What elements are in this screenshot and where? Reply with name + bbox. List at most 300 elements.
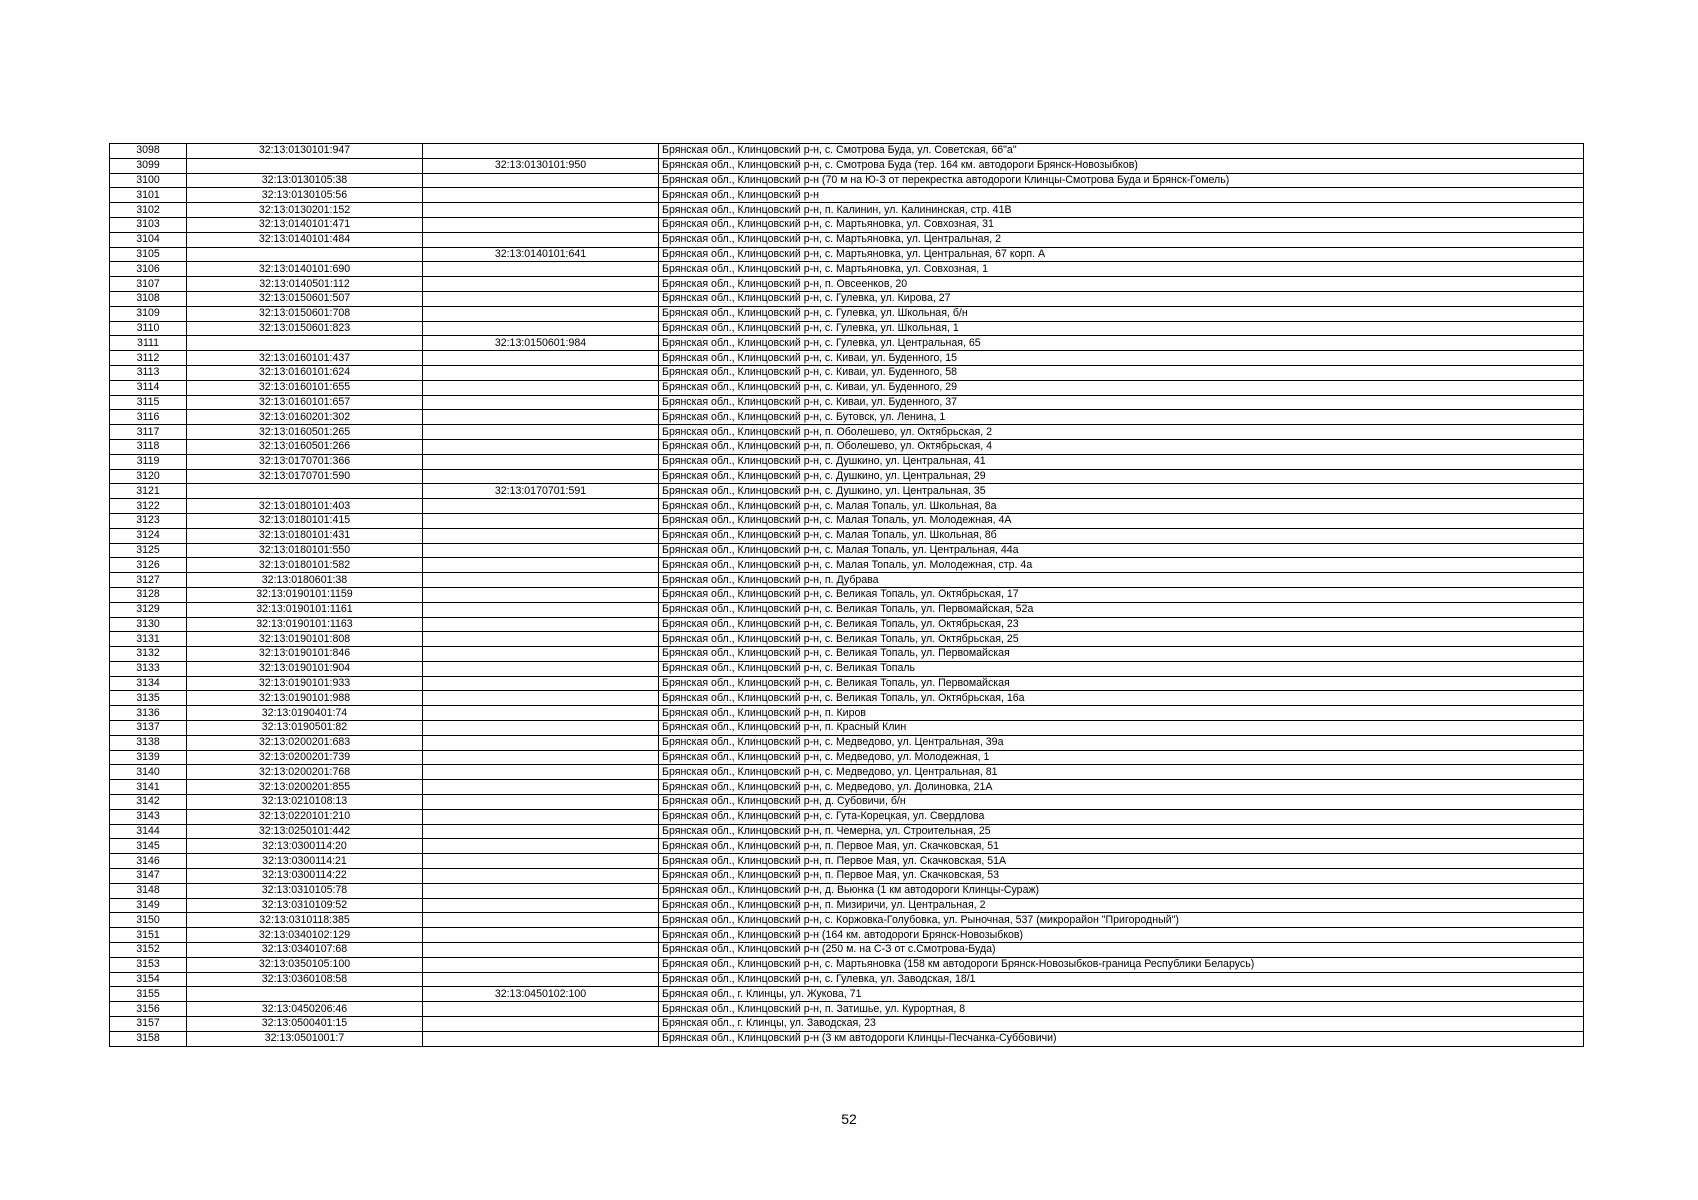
address-cell: Брянская обл., Клинцовский р-н, с. Мартьяновка, ул. Центральная, 2	[659, 232, 1584, 247]
address-cell: Брянская обл., Клинцовский р-н, с. Малая Топаль, ул. Школьная, 8а	[659, 499, 1584, 514]
cadastral-number-alt-cell	[423, 676, 659, 691]
row-number-cell: 3143	[110, 809, 187, 824]
cadastral-number-alt-cell	[423, 395, 659, 410]
address-cell: Брянская обл., Клинцовский р-н, с. Смотрова Буда (тер. 164 км. автодороги Брянск-Новозыбков)	[659, 158, 1584, 173]
cadastral-number-alt-cell	[423, 321, 659, 336]
cadastral-number-alt-cell	[423, 839, 659, 854]
table-row	[110, 602, 1584, 617]
table-row	[110, 809, 1584, 824]
cadastral-number-alt-cell	[423, 632, 659, 647]
cadastral-number-alt-cell	[423, 1002, 659, 1017]
cadastral-number-alt-cell	[423, 765, 659, 780]
cadastral-number-alt-cell	[423, 232, 659, 247]
address-cell: Брянская обл., Клинцовский р-н, с. Великая Топаль, ул. Октябрьская, 25	[659, 632, 1584, 647]
row-number-cell: 3151	[110, 928, 187, 943]
address-cell: Брянская обл., Клинцовский р-н, с. Малая Топаль, ул. Школьная, 8б	[659, 528, 1584, 543]
cadastral-number-alt-cell	[423, 203, 659, 218]
cadastral-number-cell: 32:13:0200201:855	[187, 780, 423, 795]
address-cell: Брянская обл., Клинцовский р-н, п. Затишье, ул. Курортная, 8	[659, 1002, 1584, 1017]
cadastral-number-cell: 32:13:0140501:112	[187, 277, 423, 292]
row-number-cell: 3111	[110, 336, 187, 351]
table-row	[110, 558, 1584, 573]
cadastral-number-cell: 32:13:0180101:582	[187, 558, 423, 573]
row-number-cell: 3127	[110, 573, 187, 588]
table-row	[110, 543, 1584, 558]
table-row	[110, 469, 1584, 484]
cadastral-registry-table	[109, 143, 1584, 1047]
address-cell: Брянская обл., Клинцовский р-н, с. Медведово, ул. Центральная, 81	[659, 765, 1584, 780]
cadastral-number-alt-cell: 32:13:0170701:591	[423, 484, 659, 499]
cadastral-number-cell: 32:13:0140101:484	[187, 232, 423, 247]
address-cell: Брянская обл., Клинцовский р-н, с. Мартьяновка, ул. Совхозная, 1	[659, 262, 1584, 277]
cadastral-number-cell: 32:13:0130201:152	[187, 203, 423, 218]
cadastral-number-cell: 32:13:0500401:15	[187, 1017, 423, 1032]
cadastral-number-alt-cell	[423, 809, 659, 824]
table-row	[110, 203, 1584, 218]
table-row	[110, 839, 1584, 854]
cadastral-number-cell: 32:13:0170701:366	[187, 454, 423, 469]
cadastral-number-alt-cell	[423, 854, 659, 869]
address-cell: Брянская обл., Клинцовский р-н, д. Субовичи, б/н	[659, 795, 1584, 810]
table-row	[110, 943, 1584, 958]
row-number-cell: 3117	[110, 425, 187, 440]
cadastral-number-alt-cell	[423, 425, 659, 440]
address-cell: Брянская обл., Клинцовский р-н, с. Малая Топаль, ул. Молодежная, стр. 4а	[659, 558, 1584, 573]
row-number-cell: 3148	[110, 883, 187, 898]
table-row	[110, 528, 1584, 543]
table-row	[110, 750, 1584, 765]
address-cell: Брянская обл., Клинцовский р-н, с. Гулевка, ул. Центральная, 65	[659, 336, 1584, 351]
address-cell: Брянская обл., Клинцовский р-н, с. Мартьяновка (158 км автодороги Брянск-Новозыбков-граница Республики Беларусь)	[659, 957, 1584, 972]
cadastral-number-alt-cell	[423, 365, 659, 380]
table-row	[110, 351, 1584, 366]
cadastral-number-cell: 32:13:0310105:78	[187, 883, 423, 898]
cadastral-number-alt-cell	[423, 351, 659, 366]
table-row	[110, 513, 1584, 528]
table-row	[110, 336, 1584, 351]
address-cell: Брянская обл., Клинцовский р-н, с. Медведово, ул. Долиновка, 21А	[659, 780, 1584, 795]
cadastral-number-cell: 32:13:0160101:437	[187, 351, 423, 366]
table-row	[110, 854, 1584, 869]
table-row	[110, 410, 1584, 425]
table-row	[110, 291, 1584, 306]
row-number-cell: 3098	[110, 144, 187, 159]
table-row	[110, 676, 1584, 691]
row-number-cell: 3101	[110, 188, 187, 203]
cadastral-number-cell: 32:13:0180101:403	[187, 499, 423, 514]
cadastral-number-alt-cell	[423, 824, 659, 839]
address-cell: Брянская обл., Клинцовский р-н, д. Вьюнка (1 км автодороги Клинцы-Сураж)	[659, 883, 1584, 898]
address-cell: Брянская обл., г. Клинцы, ул. Жукова, 71	[659, 987, 1584, 1002]
cadastral-number-cell: 32:13:0190101:1159	[187, 587, 423, 602]
cadastral-number-cell: 32:13:0150601:708	[187, 306, 423, 321]
cadastral-number-alt-cell	[423, 499, 659, 514]
row-number-cell: 3119	[110, 454, 187, 469]
cadastral-number-alt-cell	[423, 869, 659, 884]
table-row	[110, 661, 1584, 676]
cadastral-number-alt-cell	[423, 1031, 659, 1046]
cadastral-number-alt-cell	[423, 573, 659, 588]
address-cell: Брянская обл., Клинцовский р-н, п. Оболешево, ул. Октябрьская, 2	[659, 425, 1584, 440]
table-row	[110, 454, 1584, 469]
cadastral-number-cell	[187, 336, 423, 351]
cadastral-number-alt-cell	[423, 454, 659, 469]
cadastral-number-cell: 32:13:0140101:690	[187, 262, 423, 277]
cadastral-number-alt-cell	[423, 1017, 659, 1032]
row-number-cell: 3115	[110, 395, 187, 410]
table-row	[110, 1017, 1584, 1032]
table-row	[110, 439, 1584, 454]
row-number-cell: 3133	[110, 661, 187, 676]
row-number-cell: 3130	[110, 617, 187, 632]
address-cell: Брянская обл., Клинцовский р-н, с. Гулевка, ул. Заводская, 18/1	[659, 972, 1584, 987]
cadastral-number-cell: 32:13:0160501:265	[187, 425, 423, 440]
address-cell: Брянская обл., Клинцовский р-н, с. Великая Топаль, ул. Октябрьская, 23	[659, 617, 1584, 632]
address-cell: Брянская обл., Клинцовский р-н, с. Великая Топаль, ул. Первомайская, 52а	[659, 602, 1584, 617]
row-number-cell: 3108	[110, 291, 187, 306]
cadastral-number-alt-cell	[423, 277, 659, 292]
row-number-cell: 3123	[110, 513, 187, 528]
cadastral-number-cell: 32:13:0190101:933	[187, 676, 423, 691]
row-number-cell: 3144	[110, 824, 187, 839]
row-number-cell: 3104	[110, 232, 187, 247]
row-number-cell: 3122	[110, 499, 187, 514]
row-number-cell: 3137	[110, 721, 187, 736]
row-number-cell: 3100	[110, 173, 187, 188]
address-cell: Брянская обл., Клинцовский р-н, с. Малая Топаль, ул. Молодежная, 4А	[659, 513, 1584, 528]
address-cell: Брянская обл., Клинцовский р-н, с. Великая Топаль, ул. Первомайская	[659, 647, 1584, 662]
cadastral-number-alt-cell: 32:13:0130101:950	[423, 158, 659, 173]
cadastral-number-alt-cell	[423, 602, 659, 617]
cadastral-number-cell: 32:13:0340107:68	[187, 943, 423, 958]
cadastral-number-cell: 32:13:0190401:74	[187, 706, 423, 721]
cadastral-number-alt-cell	[423, 513, 659, 528]
address-cell: Брянская обл., Клинцовский р-н, п. Оболешево, ул. Октябрьская, 4	[659, 439, 1584, 454]
cadastral-number-alt-cell	[423, 188, 659, 203]
row-number-cell: 3158	[110, 1031, 187, 1046]
address-cell: Брянская обл., Клинцовский р-н, п. Первое Мая, ул. Скачковская, 51	[659, 839, 1584, 854]
cadastral-number-alt-cell	[423, 306, 659, 321]
cadastral-number-cell: 32:13:0450206:46	[187, 1002, 423, 1017]
cadastral-number-alt-cell	[423, 380, 659, 395]
cadastral-number-cell: 32:13:0190101:846	[187, 647, 423, 662]
cadastral-number-cell: 32:13:0160101:657	[187, 395, 423, 410]
cadastral-number-alt-cell	[423, 691, 659, 706]
address-cell: Брянская обл., Клинцовский р-н, с. Киваи, ул. Буденного, 58	[659, 365, 1584, 380]
row-number-cell: 3153	[110, 957, 187, 972]
cadastral-number-alt-cell: 32:13:0140101:641	[423, 247, 659, 262]
cadastral-number-cell: 32:13:0200201:739	[187, 750, 423, 765]
address-cell: Брянская обл., Клинцовский р-н, с. Мартьяновка, ул. Совхозная, 31	[659, 217, 1584, 232]
cadastral-number-cell: 32:13:0190501:82	[187, 721, 423, 736]
cadastral-number-alt-cell	[423, 217, 659, 232]
cadastral-number-alt-cell	[423, 144, 659, 159]
address-cell: Брянская обл., Клинцовский р-н, п. Красный Клин	[659, 721, 1584, 736]
cadastral-number-alt-cell	[423, 543, 659, 558]
registry-table-body	[110, 144, 1584, 1047]
row-number-cell: 3103	[110, 217, 187, 232]
row-number-cell: 3131	[110, 632, 187, 647]
cadastral-number-alt-cell	[423, 173, 659, 188]
cadastral-number-alt-cell	[423, 410, 659, 425]
cadastral-number-alt-cell	[423, 721, 659, 736]
page-number: 52	[841, 1111, 857, 1127]
cadastral-number-alt-cell	[423, 735, 659, 750]
cadastral-number-alt-cell	[423, 706, 659, 721]
address-cell: Брянская обл., Клинцовский р-н (250 м. на С-З от с.Смотрова-Буда)	[659, 943, 1584, 958]
address-cell: Брянская обл., Клинцовский р-н, с. Коржовка-Голубовка, ул. Рыночная, 537 (микрорайон "Пригородный")	[659, 913, 1584, 928]
address-cell: Брянская обл., Клинцовский р-н, с. Гулевка, ул. Школьная, 1	[659, 321, 1584, 336]
cadastral-number-alt-cell	[423, 750, 659, 765]
cadastral-number-cell: 32:13:0190101:808	[187, 632, 423, 647]
address-cell: Брянская обл., Клинцовский р-н, с. Медведово, ул. Центральная, 39а	[659, 735, 1584, 750]
row-number-cell: 3113	[110, 365, 187, 380]
table-row	[110, 262, 1584, 277]
address-cell: Брянская обл., Клинцовский р-н (3 км автодороги Клинцы-Песчанка-Суббовичи)	[659, 1031, 1584, 1046]
address-cell: Брянская обл., Клинцовский р-н, с. Душкино, ул. Центральная, 41	[659, 454, 1584, 469]
cadastral-number-alt-cell	[423, 972, 659, 987]
row-number-cell: 3126	[110, 558, 187, 573]
cadastral-number-alt-cell	[423, 558, 659, 573]
table-row	[110, 573, 1584, 588]
table-row	[110, 484, 1584, 499]
cadastral-number-alt-cell	[423, 913, 659, 928]
table-row	[110, 883, 1584, 898]
address-cell: Брянская обл., Клинцовский р-н, с. Великая Топаль	[659, 661, 1584, 676]
address-cell: Брянская обл., Клинцовский р-н, п. Калинин, ул. Калининская, стр. 41В	[659, 203, 1584, 218]
cadastral-number-cell: 32:13:0300114:22	[187, 869, 423, 884]
table-row	[110, 395, 1584, 410]
cadastral-number-cell: 32:13:0300114:21	[187, 854, 423, 869]
address-cell: Брянская обл., Клинцовский р-н, п. Дубрава	[659, 573, 1584, 588]
cadastral-number-cell: 32:13:0130105:56	[187, 188, 423, 203]
row-number-cell: 3124	[110, 528, 187, 543]
address-cell: Брянская обл., Клинцовский р-н, с. Малая Топаль, ул. Центральная, 44а	[659, 543, 1584, 558]
cadastral-number-alt-cell	[423, 587, 659, 602]
table-row	[110, 587, 1584, 602]
row-number-cell: 3120	[110, 469, 187, 484]
row-number-cell: 3149	[110, 898, 187, 913]
table-row	[110, 306, 1584, 321]
table-row	[110, 706, 1584, 721]
cadastral-number-cell: 32:13:0250101:442	[187, 824, 423, 839]
address-cell: Брянская обл., Клинцовский р-н, с. Великая Топаль, ул. Первомайская	[659, 676, 1584, 691]
row-number-cell: 3102	[110, 203, 187, 218]
table-row	[110, 144, 1584, 159]
table-row	[110, 232, 1584, 247]
table-row	[110, 928, 1584, 943]
cadastral-number-cell: 32:13:0160501:266	[187, 439, 423, 454]
table-row	[110, 647, 1584, 662]
table-row	[110, 691, 1584, 706]
cadastral-number-cell: 32:13:0200201:768	[187, 765, 423, 780]
table-row	[110, 765, 1584, 780]
row-number-cell: 3125	[110, 543, 187, 558]
table-row	[110, 277, 1584, 292]
row-number-cell: 3107	[110, 277, 187, 292]
address-cell: Брянская обл., Клинцовский р-н, с. Душкино, ул. Центральная, 29	[659, 469, 1584, 484]
address-cell: Брянская обл., Клинцовский р-н, с. Смотрова Буда, ул. Советская, 66"а"	[659, 144, 1584, 159]
address-cell: Брянская обл., Клинцовский р-н, п. Киров	[659, 706, 1584, 721]
cadastral-number-cell: 32:13:0150601:507	[187, 291, 423, 306]
table-row	[110, 617, 1584, 632]
table-row	[110, 795, 1584, 810]
cadastral-number-cell	[187, 987, 423, 1002]
table-row	[110, 499, 1584, 514]
cadastral-number-cell	[187, 247, 423, 262]
address-cell: Брянская обл., г. Клинцы, ул. Заводская, 23	[659, 1017, 1584, 1032]
row-number-cell: 3147	[110, 869, 187, 884]
cadastral-number-cell: 32:13:0160101:655	[187, 380, 423, 395]
cadastral-number-alt-cell	[423, 928, 659, 943]
row-number-cell: 3114	[110, 380, 187, 395]
row-number-cell: 3145	[110, 839, 187, 854]
row-number-cell: 3112	[110, 351, 187, 366]
cadastral-number-alt-cell	[423, 780, 659, 795]
cadastral-number-alt-cell	[423, 957, 659, 972]
cadastral-number-cell: 32:13:0180101:415	[187, 513, 423, 528]
address-cell: Брянская обл., Клинцовский р-н, с. Киваи, ул. Буденного, 15	[659, 351, 1584, 366]
row-number-cell: 3154	[110, 972, 187, 987]
cadastral-number-cell: 32:13:0350105:100	[187, 957, 423, 972]
row-number-cell: 3150	[110, 913, 187, 928]
table-row	[110, 365, 1584, 380]
cadastral-number-alt-cell	[423, 647, 659, 662]
address-cell: Брянская обл., Клинцовский р-н, с. Гулевка, ул. Школьная, б/н	[659, 306, 1584, 321]
table-row	[110, 380, 1584, 395]
row-number-cell: 3152	[110, 943, 187, 958]
row-number-cell: 3146	[110, 854, 187, 869]
address-cell: Брянская обл., Клинцовский р-н (70 м на Ю-З от перекрестка автодороги Клинцы-Смотрова Буда и Брянск-Гомель)	[659, 173, 1584, 188]
address-cell: Брянская обл., Клинцовский р-н, с. Великая Топаль, ул. Октябрьская, 16а	[659, 691, 1584, 706]
cadastral-number-alt-cell	[423, 528, 659, 543]
table-row	[110, 1002, 1584, 1017]
cadastral-number-cell: 32:13:0220101:210	[187, 809, 423, 824]
row-number-cell: 3118	[110, 439, 187, 454]
row-number-cell: 3099	[110, 158, 187, 173]
table-row	[110, 173, 1584, 188]
cadastral-number-cell: 32:13:0180101:550	[187, 543, 423, 558]
table-row	[110, 217, 1584, 232]
cadastral-number-alt-cell	[423, 469, 659, 484]
cadastral-number-cell: 32:13:0310109:52	[187, 898, 423, 913]
row-number-cell: 3132	[110, 647, 187, 662]
row-number-cell: 3129	[110, 602, 187, 617]
address-cell: Брянская обл., Клинцовский р-н, п. Первое Мая, ул. Скачковская, 53	[659, 869, 1584, 884]
address-cell: Брянская обл., Клинцовский р-н, с. Гута-Корецкая, ул. Свердлова	[659, 809, 1584, 824]
table-row	[110, 425, 1584, 440]
cadastral-number-cell: 32:13:0150601:823	[187, 321, 423, 336]
row-number-cell: 3141	[110, 780, 187, 795]
cadastral-number-alt-cell	[423, 898, 659, 913]
cadastral-number-cell: 32:13:0210108:13	[187, 795, 423, 810]
cadastral-number-alt-cell	[423, 439, 659, 454]
table-row	[110, 321, 1584, 336]
cadastral-number-cell: 32:13:0170701:590	[187, 469, 423, 484]
cadastral-number-alt-cell	[423, 883, 659, 898]
address-cell: Брянская обл., Клинцовский р-н, п. Чемерна, ул. Строительная, 25	[659, 824, 1584, 839]
cadastral-number-cell: 32:13:0200201:683	[187, 735, 423, 750]
row-number-cell: 3140	[110, 765, 187, 780]
cadastral-number-cell: 32:13:0130105:38	[187, 173, 423, 188]
cadastral-number-alt-cell	[423, 262, 659, 277]
cadastral-number-cell: 32:13:0160101:624	[187, 365, 423, 380]
table-row	[110, 898, 1584, 913]
address-cell: Брянская обл., Клинцовский р-н, с. Гулевка, ул. Кирова, 27	[659, 291, 1584, 306]
address-cell: Брянская обл., Клинцовский р-н, с. Великая Топаль, ул. Октябрьская, 17	[659, 587, 1584, 602]
address-cell: Брянская обл., Клинцовский р-н, с. Киваи, ул. Буденного, 37	[659, 395, 1584, 410]
row-number-cell: 3110	[110, 321, 187, 336]
table-row	[110, 158, 1584, 173]
cadastral-number-alt-cell	[423, 617, 659, 632]
address-cell: Брянская обл., Клинцовский р-н, с. Душкино, ул. Центральная, 35	[659, 484, 1584, 499]
row-number-cell: 3157	[110, 1017, 187, 1032]
table-row	[110, 780, 1584, 795]
row-number-cell: 3138	[110, 735, 187, 750]
address-cell: Брянская обл., Клинцовский р-н, с. Киваи, ул. Буденного, 29	[659, 380, 1584, 395]
cadastral-number-cell	[187, 484, 423, 499]
cadastral-number-cell: 32:13:0190101:988	[187, 691, 423, 706]
cadastral-number-cell: 32:13:0190101:904	[187, 661, 423, 676]
table-row	[110, 735, 1584, 750]
cadastral-number-alt-cell	[423, 291, 659, 306]
table-row	[110, 913, 1584, 928]
address-cell: Брянская обл., Клинцовский р-н (164 км. автодороги Брянск-Новозыбков)	[659, 928, 1584, 943]
row-number-cell: 3106	[110, 262, 187, 277]
row-number-cell: 3128	[110, 587, 187, 602]
cadastral-number-cell: 32:13:0340102:129	[187, 928, 423, 943]
cadastral-number-cell: 32:13:0190101:1161	[187, 602, 423, 617]
cadastral-number-cell: 32:13:0310118:385	[187, 913, 423, 928]
row-number-cell: 3121	[110, 484, 187, 499]
cadastral-number-cell: 32:13:0300114:20	[187, 839, 423, 854]
table-row	[110, 188, 1584, 203]
row-number-cell: 3155	[110, 987, 187, 1002]
address-cell: Брянская обл., Клинцовский р-н, п. Овсеенков, 20	[659, 277, 1584, 292]
row-number-cell: 3116	[110, 410, 187, 425]
cadastral-number-alt-cell	[423, 795, 659, 810]
row-number-cell: 3135	[110, 691, 187, 706]
cadastral-number-cell: 32:13:0360108:58	[187, 972, 423, 987]
row-number-cell: 3109	[110, 306, 187, 321]
row-number-cell: 3136	[110, 706, 187, 721]
address-cell: Брянская обл., Клинцовский р-н, с. Медведово, ул. Молодежная, 1	[659, 750, 1584, 765]
cadastral-number-cell: 32:13:0160201:302	[187, 410, 423, 425]
cadastral-number-alt-cell	[423, 943, 659, 958]
table-row	[110, 247, 1584, 262]
address-cell: Брянская обл., Клинцовский р-н, с. Бутовск, ул. Ленина, 1	[659, 410, 1584, 425]
cadastral-number-alt-cell: 32:13:0450102:100	[423, 987, 659, 1002]
address-cell: Брянская обл., Клинцовский р-н	[659, 188, 1584, 203]
table-row	[110, 869, 1584, 884]
row-number-cell: 3139	[110, 750, 187, 765]
cadastral-number-cell: 32:13:0140101:471	[187, 217, 423, 232]
table-row	[110, 987, 1584, 1002]
cadastral-number-cell	[187, 158, 423, 173]
cadastral-number-cell: 32:13:0180601:38	[187, 573, 423, 588]
row-number-cell: 3156	[110, 1002, 187, 1017]
table-row	[110, 824, 1584, 839]
address-cell: Брянская обл., Клинцовский р-н, с. Мартьяновка, ул. Центральная, 67 корп. А	[659, 247, 1584, 262]
table-row	[110, 957, 1584, 972]
table-row	[110, 972, 1584, 987]
row-number-cell: 3142	[110, 795, 187, 810]
cadastral-number-cell: 32:13:0501001:7	[187, 1031, 423, 1046]
table-row	[110, 632, 1584, 647]
address-cell: Брянская обл., Клинцовский р-н, п. Мизиричи, ул. Центральная, 2	[659, 898, 1584, 913]
row-number-cell: 3134	[110, 676, 187, 691]
table-row	[110, 721, 1584, 736]
